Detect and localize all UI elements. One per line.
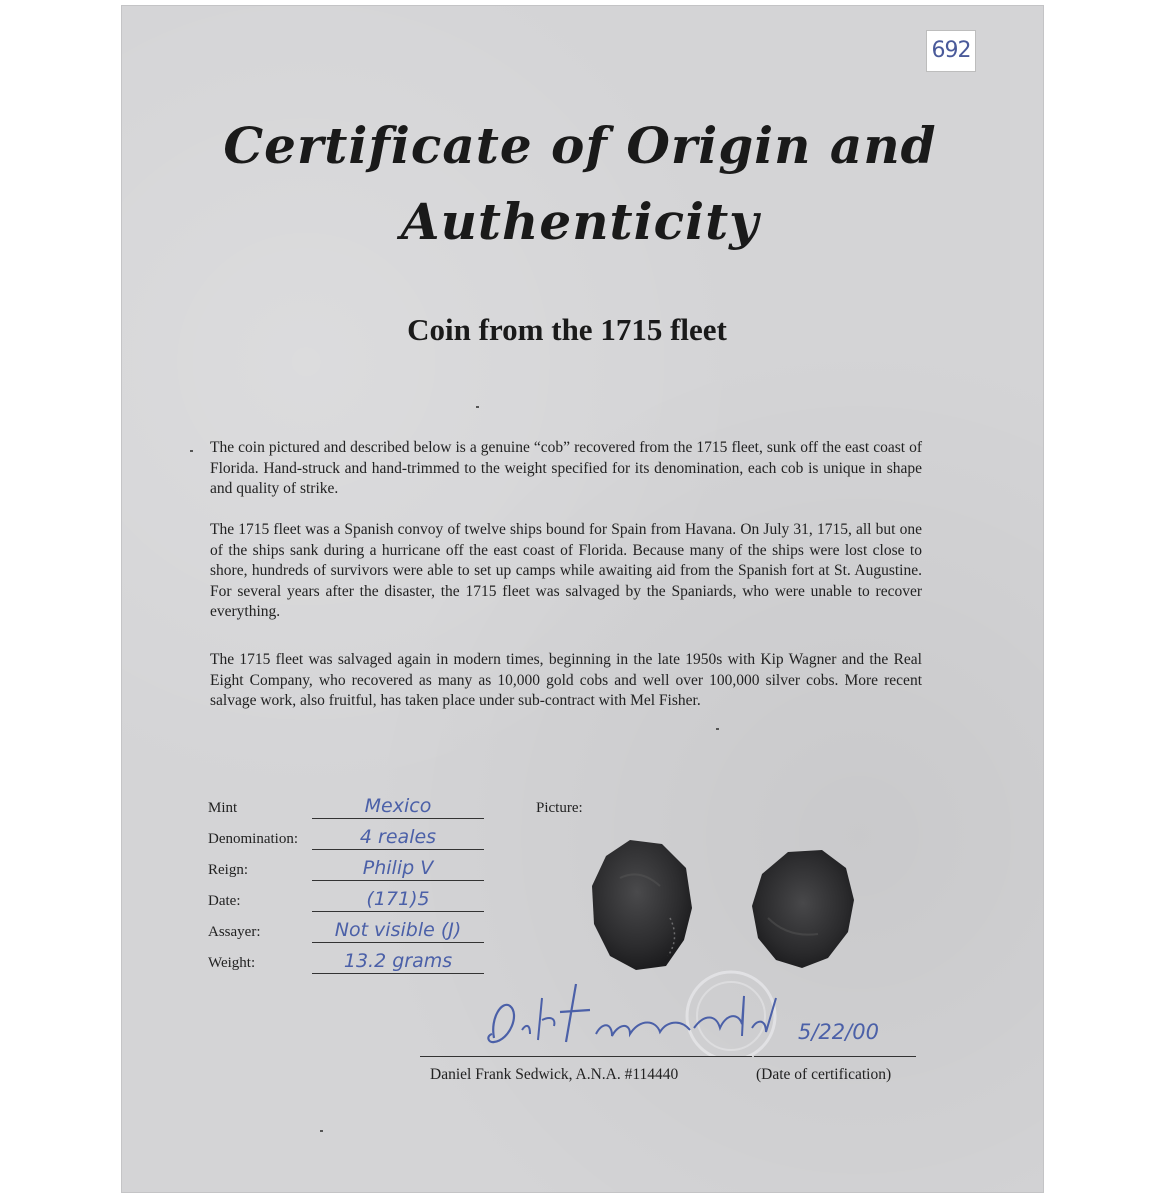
certificate-title <box>200 108 960 260</box>
date-line <box>754 1056 916 1057</box>
field-value-date: (171)5 <box>312 887 484 912</box>
picture-label: Picture: <box>536 800 583 816</box>
field-label-reign: Reign: <box>208 862 248 878</box>
scan-speck <box>716 728 719 730</box>
field-value-mint: Mexico <box>312 794 484 819</box>
lot-number-label: 692 <box>926 30 976 72</box>
signature-line <box>420 1056 752 1057</box>
field-value-weight: 13.2 grams <box>312 949 484 974</box>
certificate-subtitle: Coin from the 1715 fleet <box>407 312 727 347</box>
signer-caption: Daniel Frank Sedwick, A.N.A. #114440 <box>430 1066 679 1083</box>
title-line-2: Authenticity <box>400 192 760 251</box>
scan-speck <box>320 1130 323 1132</box>
field-label-mint: Mint <box>208 800 238 816</box>
handwritten-certification-date: 5/22/00 <box>798 1020 879 1044</box>
field-label-weight: Weight: <box>208 955 256 971</box>
coin-reverse-image <box>748 848 856 970</box>
title-line-1: Certificate of Origin and <box>223 116 937 175</box>
date-of-certification-caption: (Date of certification) <box>756 1066 892 1083</box>
field-label-assayer: Assayer: <box>208 924 261 940</box>
paragraph-salvage: The 1715 fleet was salvaged again in modern times, beginning in the late 1950s with Kip Wagner and the Real Eight Company, who recovered as many as 10,000 gold cobs and well over 100,000 silver cobs. More recent salvage work, also fruitful, has taken place under sub-contract with Mel Fisher. <box>210 651 922 709</box>
field-value-denomination: 4 reales <box>312 825 484 850</box>
field-label-date: Date: <box>208 893 241 909</box>
scan-speck <box>476 406 479 408</box>
paragraph-history: The 1715 fleet was a Spanish convoy of twelve ships bound for Spain from Havana. On July 31, 1715, all but one of the ships sank during a hurricane off the east coast of Florida. Because many of the ships were lost close to shore, hundreds of survivors were able to set up camps while awaiting aid from the Spanish fort at St. Augustine. For several years after the disaster, the 1715 fleet was salvaged by the Spaniards, who were unable to recover everything. <box>210 521 922 620</box>
field-label-denomination: Denomination: <box>208 831 298 847</box>
handwritten-signature <box>480 978 790 1058</box>
scan-speck <box>190 450 193 452</box>
paragraph-intro: The coin pictured and described below is a genuine “cob” recovered from the 1715 fleet, sunk off the east coast of Florida. Hand-struck and hand-trimmed to the weight specified for its denomination, each cob is unique in shape and quality of strike. <box>210 439 922 497</box>
field-value-reign: Philip V <box>312 856 484 881</box>
coin-obverse-image <box>590 838 694 972</box>
field-value-assayer: Not visible (J) <box>312 918 484 943</box>
